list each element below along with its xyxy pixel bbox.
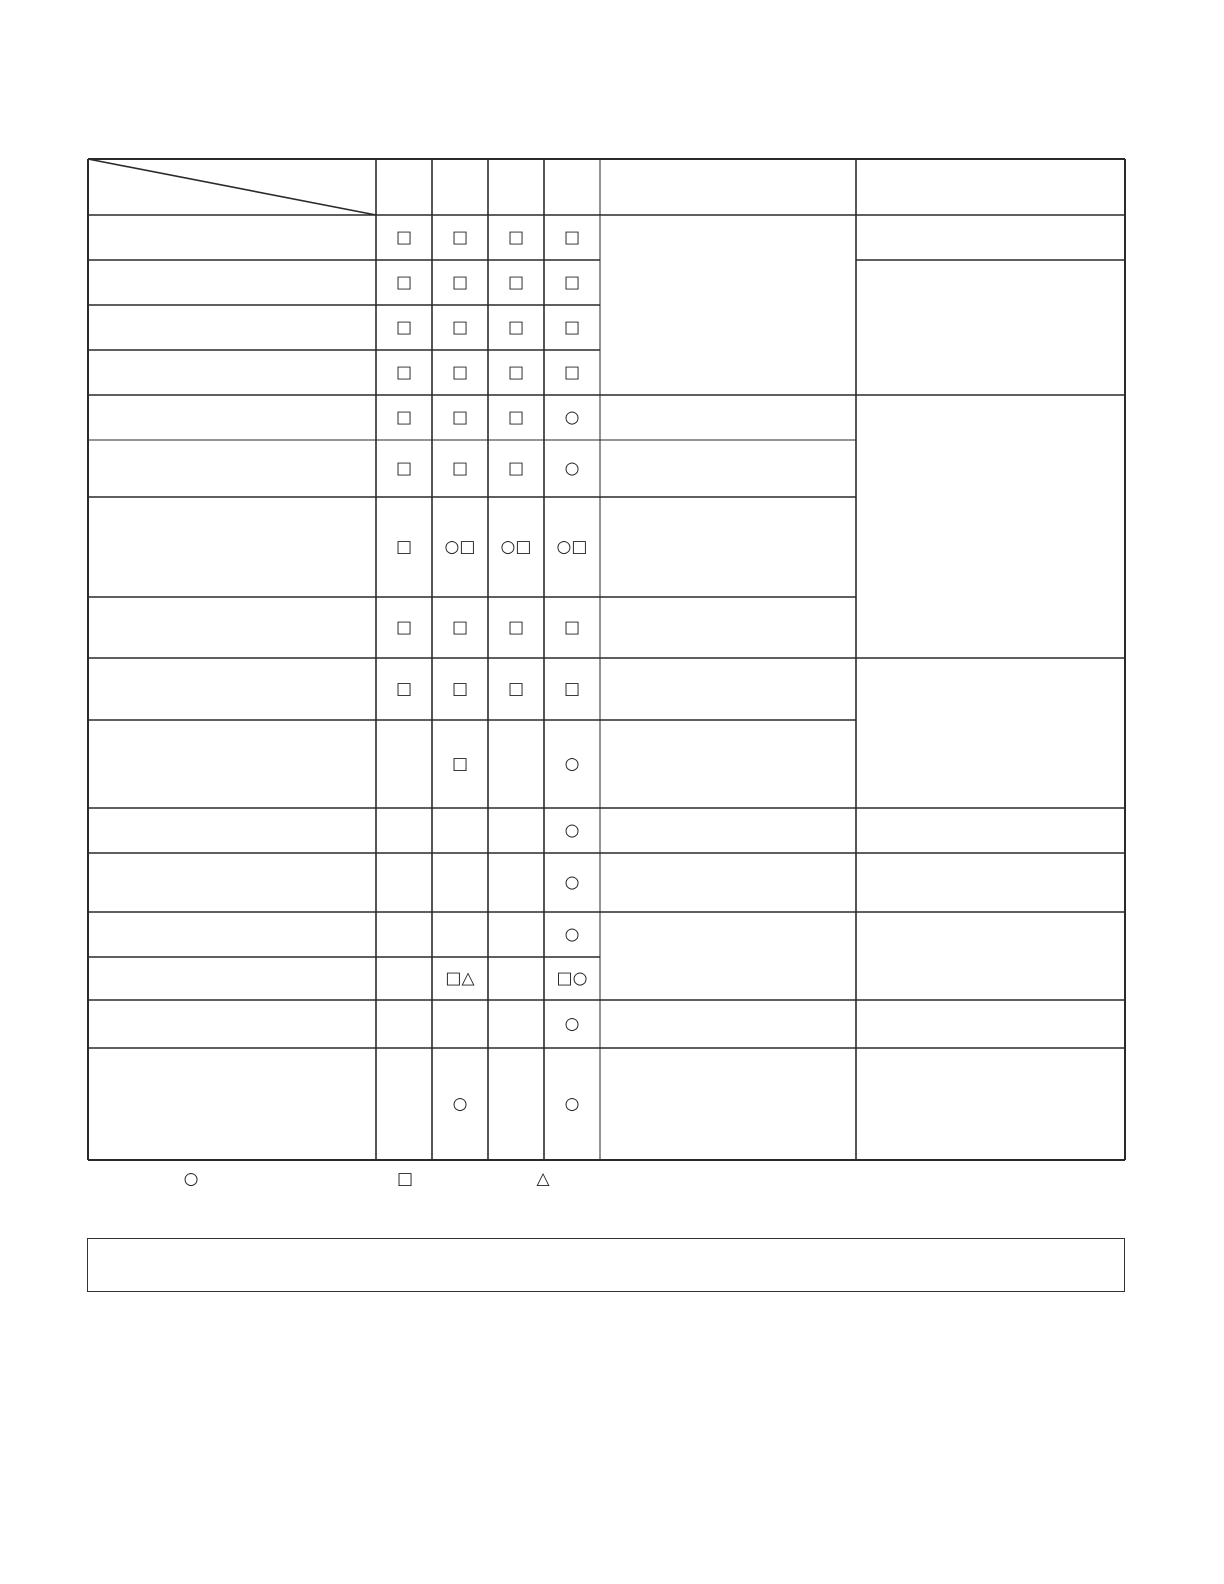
mark-symbol: □	[507, 617, 525, 638]
mark-symbol: □	[451, 617, 469, 638]
mark-symbol: □○	[556, 968, 588, 989]
mark-symbol: □	[395, 617, 413, 638]
mark-symbol: □	[563, 362, 581, 383]
mark-symbol: □	[451, 362, 469, 383]
mark-symbol: ○□	[444, 537, 476, 557]
mark-symbol: □	[451, 227, 469, 248]
mark-symbol: □	[507, 407, 525, 428]
mark-symbol: ○	[452, 1094, 468, 1114]
mark-symbol: □	[507, 272, 525, 293]
mark-symbol: □	[451, 272, 469, 293]
mark-symbol: □	[507, 317, 525, 338]
mark-symbol: □	[563, 317, 581, 338]
mark-symbol: □	[395, 317, 413, 338]
mark-symbol: □△	[445, 968, 475, 989]
legend-symbol: △	[536, 1169, 550, 1189]
mark-symbol: □	[451, 754, 469, 774]
mark-symbol: ○□	[556, 537, 588, 557]
mark-symbol: ○□	[500, 537, 532, 557]
mark-symbol: □	[451, 679, 469, 699]
mark-symbol: □	[563, 679, 581, 699]
header-diagonal	[88, 159, 376, 215]
mark-symbol: □	[563, 227, 581, 248]
mark-symbol: □	[395, 227, 413, 248]
mark-symbol: ○	[564, 872, 580, 893]
mark-symbol: ○	[564, 407, 580, 428]
mark-symbol: ○	[564, 1014, 580, 1034]
legend-symbol: □	[396, 1169, 414, 1189]
mark-symbol: ○	[564, 820, 580, 841]
mark-symbol: □	[395, 362, 413, 383]
mark-symbol: □	[507, 679, 525, 699]
mark-symbol: □	[451, 407, 469, 428]
mark-symbol: □	[507, 227, 525, 248]
mark-symbol: ○	[564, 754, 580, 774]
mark-symbol: ○	[564, 924, 580, 945]
mark-symbol: □	[395, 458, 413, 479]
mark-symbol: □	[451, 317, 469, 338]
note-box	[87, 1238, 1125, 1292]
mark-symbol: ○	[564, 1094, 580, 1114]
mark-symbol: □	[507, 458, 525, 479]
mark-symbol: □	[395, 272, 413, 293]
mark-symbol: □	[563, 617, 581, 638]
mark-symbol: ○	[564, 458, 580, 479]
mark-symbol: □	[395, 537, 413, 557]
legend-symbol: ○	[183, 1169, 199, 1189]
mark-symbol: □	[395, 679, 413, 699]
mark-symbol: □	[563, 272, 581, 293]
mark-symbol: □	[395, 407, 413, 428]
mark-symbol: □	[451, 458, 469, 479]
mark-symbol: □	[507, 362, 525, 383]
